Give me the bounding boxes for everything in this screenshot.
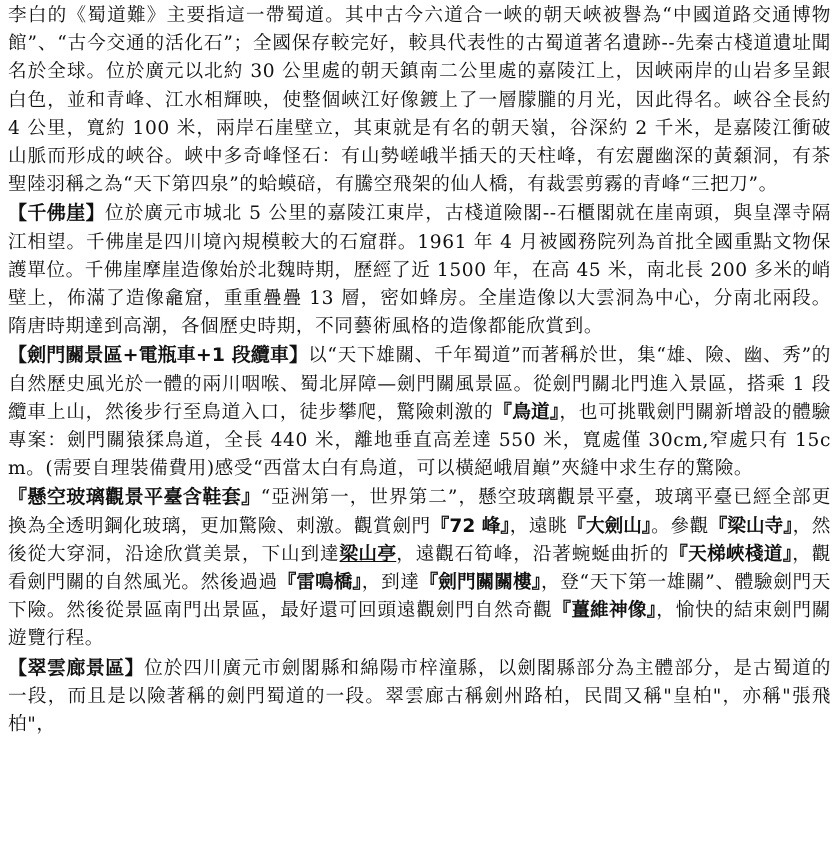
qianfoya-heading: 【千佛崖】 — [8, 202, 106, 225]
glass-text-6: ，觀看劍門關的自然風光。然後過過 — [8, 543, 831, 594]
glass-platform-section — [8, 483, 831, 653]
glass-text-8: ，登“天下第一雄關”、體驗劍門天下險。然後從景區南門出景區，最好還可回頭遠觀劍門自然奇觀 — [8, 572, 832, 622]
peak72-highlight: 『72 峰』 — [430, 515, 510, 537]
jiangwei-highlight: 『薑維神像』 — [552, 600, 657, 622]
intro-paragraph — [8, 2, 831, 199]
qianfoya-section — [8, 199, 831, 341]
jianmen-section — [8, 341, 831, 483]
liangshansi-highlight: 『梁山寺』 — [708, 515, 793, 537]
glass-text-3: 。參觀 — [651, 515, 709, 537]
cuiyun-section — [8, 654, 831, 740]
glass-platform-heading: 『懸空玻璃觀景平臺含鞋套』 — [8, 486, 261, 509]
jianmen-heading: 【劍門關景區+電瓶車+1 段纜車】 — [8, 344, 309, 367]
niaodao-highlight: 『鳥道』 — [493, 401, 560, 423]
qianfoya-text: 位於廣元市城北 5 公里的嘉陵江東岸，古棧道險閣--石櫃閣就在崖南頭，與皇澤寺隔江相望。千佛崖是四川境內規模較大的石窟群。1961 年 4 月被國務院列為首批全國重點文物保護單位。千佛崖摩崖造像始於北魏時期，歷經了近 1500 年，在高 45 米，南北長 200 多米的峭壁上，佈滿了造像龕窟，重重疊疊 13 層，密如蜂房。全崖造像以大雲洞為中心，分南北兩段。隋唐時期達到高潮，各個歷史時期，不同藝術風格的造像都能欣賞到。 — [8, 203, 831, 338]
jianmen-text-1: 以“天下雄關、千年蜀道”而著稱於世，集“雄、險、幽、秀”的自然歷史風光於一體的兩川咽喉、蜀北屏障—劍門關風景區。從劍門關北門進入景區，搭乘 1 段纜車上山，然後步行至鳥道入口，徒步攀爬，驚險刺激的 — [8, 345, 831, 423]
liangshanting-highlight: 梁山亭 — [339, 543, 397, 565]
leiming-highlight: 『雷鳴橋』 — [277, 572, 362, 594]
guanlou-highlight: 『劍門關關樓』 — [419, 572, 541, 594]
titixia-highlight: 『天梯峽棧道』 — [669, 543, 793, 565]
glass-text-5: ，遠觀石筍峰，沿著蜿蜒曲折的 — [396, 543, 670, 565]
glass-text-2: ，遠眺 — [509, 515, 568, 537]
dajianshan-highlight: 『大劍山』 — [567, 515, 652, 537]
glass-text-1: “亞洲第一，世界第二”，懸空玻璃觀景平臺，玻璃平臺已經全部更換為全透明鋼化玻璃，更加驚險、刺激。觀賞劍門 — [8, 487, 831, 537]
intro-text: 李白的《蜀道難》主要指這一帶蜀道。其中古今六道合一峽的朝天峽被譽為“中國道路交通博物館”、“古今交通的活化石”；全國保存較完好，較具代表性的古蜀道著名遺跡--先秦古棧道遺址聞名於全球。位於廣元以北約 30 公里處的朝天鎮南二公里處的嘉陵江上，因峽兩岸的山岩多呈銀白色，並和青峰、江水相輝映，使整個峽江好像鍍上了一層朦朧的月光，因此得名。峽谷全長約 4 公里，寬約 100 米，兩岸石崖壁立，其東就是有名的朝天嶺，谷深約 2 千米，是嘉陵江衝破山脈而形成的峽谷。峽中多奇峰怪石：有山勢嵯峨半插天的天柱峰，有宏麗幽深的黃顙洞，有茶聖陸羽稱之為“天下第四泉”的蛤蟆碚，有騰空飛架的仙人橋，有裁雲剪霧的青峰“三把刀”。 — [8, 5, 831, 196]
glass-text-4: ，然後從大穿洞，沿途欣賞美景，下山到達 — [8, 515, 832, 565]
glass-text-9: ，愉快的結束劍門關遊覽行程。 — [8, 600, 832, 650]
jianmen-text-2: ，也可挑戰劍門關新增設的體驗專案：劍門關猿猱鳥道，全長 440 米，離地垂直高差達 550 米，寬處僅 30cm,窄處只有 15cm。(需要自理裝備費用)感受“西當太白有鳥道，可以橫絕峨眉巔”夾縫中求生存的驚險。 — [8, 401, 831, 480]
glass-text-7: ，到達 — [361, 572, 420, 594]
cuiyun-text: 位於四川廣元市劍閣縣和綿陽市梓潼縣，以劍閣縣部分為主體部分，是古蜀道的一段，而且是以險著稱的劍門蜀道的一段。翠雲廊古稱劍州路柏，民間又稱"皇柏"，亦稱"張飛柏"， — [8, 657, 831, 736]
cuiyun-heading: 【翠雲廊景區】 — [8, 656, 145, 679]
